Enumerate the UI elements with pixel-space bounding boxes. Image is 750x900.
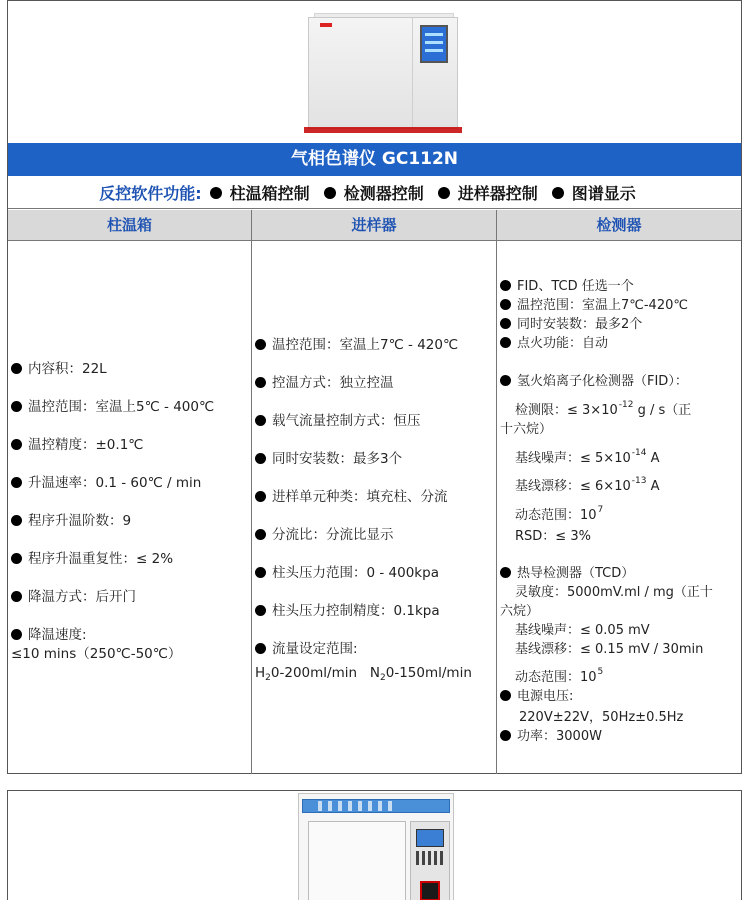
spec-item: 内容积：22L xyxy=(11,357,107,377)
tcd-title: 热导检测器（TCD） xyxy=(500,562,634,581)
spec-item: 进样单元种类：填充柱、分流 xyxy=(255,485,448,505)
bullet-icon xyxy=(324,187,336,199)
product-title: 气相色谱仪 GC112N xyxy=(8,143,741,176)
spec-item-continued: ≤10 mins（250℃-50℃） xyxy=(11,646,182,662)
column-header-injector: 进样器 xyxy=(252,210,497,241)
functions-label: 反控软件功能: xyxy=(99,184,202,203)
bullet-icon xyxy=(438,187,450,199)
spec-item: 同时安装数：最多3个 xyxy=(255,447,402,467)
column-header-oven: 柱温箱 xyxy=(8,210,252,241)
spec-item: 柱头压力范围：0 - 400kpa xyxy=(255,561,439,581)
spec-item: 流量设定范围: xyxy=(255,637,358,657)
spec-item: 温控范围：室温上7℃ - 420℃ xyxy=(255,333,458,353)
spec-item: 点火功能：自动 xyxy=(500,332,608,351)
tcd-noise: 基线噪声：≤ 0.05 mV xyxy=(515,623,650,638)
keypad xyxy=(416,851,444,865)
detector-spec-column xyxy=(497,241,741,774)
gc-instrument-photo xyxy=(300,7,466,135)
fid-noise: 基线噪声：≤ $5\times 10^{-14}$ A xyxy=(515,448,660,466)
spec-item: 温控范围：室温上5℃ - 400℃ xyxy=(11,395,214,415)
power-title: 电源电压: xyxy=(500,685,573,704)
spec-item: 升温速率：0.1 - 60℃ / min xyxy=(11,471,201,491)
spec-item: 温控精度：±0.1℃ xyxy=(11,433,143,453)
fid-rsd: RSD：≤ 3% xyxy=(515,529,591,544)
spec-item: 降温速度: xyxy=(11,623,87,643)
spec-item: 同时安装数：最多2个 xyxy=(500,313,642,332)
spec-item: 温控范围：室温上7℃-420℃ xyxy=(500,294,688,313)
product-photo-section xyxy=(7,790,742,900)
fid-detection-limit: 检测限：≤ $3\times 10^{-12}$ g / s（正 xyxy=(515,400,692,418)
tcd-sensitivity-continued: 六烷） xyxy=(500,604,540,619)
function-item: 进样器控制 xyxy=(438,181,538,204)
flow-range-values: $H_20-200ml/\min$ $N_20-150ml/\min$ xyxy=(255,665,472,683)
inlet-panel xyxy=(420,881,440,900)
function-item: 检测器控制 xyxy=(324,181,424,204)
wattage: 功率：3000W xyxy=(500,725,602,744)
spec-item: FID、TCD 任选一个 xyxy=(500,275,634,294)
fid-dynamic-range: 动态范围：$10^7$ xyxy=(515,505,604,523)
fid-detection-limit-continued: 十六烷） xyxy=(500,422,553,437)
spec-item: 降温方式：后开门 xyxy=(11,585,136,605)
bullet-icon xyxy=(552,187,564,199)
bullet-icon xyxy=(210,187,222,199)
column-header-detector: 检测器 xyxy=(497,210,741,241)
oven-spec-column xyxy=(8,241,252,774)
spec-item: 柱头压力控制精度：0.1kpa xyxy=(255,599,440,619)
control-display xyxy=(416,829,444,847)
oven-door xyxy=(308,821,406,900)
spec-sheet xyxy=(7,0,742,774)
touch-screen xyxy=(420,25,448,63)
gc-instrument-photo xyxy=(298,793,468,900)
fid-title: 氢火焰离子化检测器（FID）： xyxy=(500,370,688,389)
spec-item: 控温方式：独立控温 xyxy=(255,371,394,391)
brand-logo xyxy=(320,23,332,27)
function-item: 图谱显示 xyxy=(552,181,636,204)
power-value: 220V±22V，50Hz±0.5Hz xyxy=(519,710,684,725)
tcd-dynamic-range: 动态范围：$10^5$ xyxy=(515,667,604,685)
tcd-drift: 基线漂移：≤ 0.15 mV / 30min xyxy=(515,642,704,657)
spec-item: 分流比：分流比显示 xyxy=(255,523,394,543)
injector-spec-column xyxy=(252,241,497,774)
fid-drift: 基线漂移：≤ $6\times 10^{-13}$ A xyxy=(515,476,660,494)
spec-item: 载气流量控制方式：恒压 xyxy=(255,409,421,429)
spec-item: 程序升温重复性：≤ 2% xyxy=(11,547,173,567)
function-item: 柱温箱控制 xyxy=(210,181,310,204)
control-functions-row xyxy=(8,177,741,209)
tcd-sensitivity: 灵敏度：5000mV.ml / mg（正十 xyxy=(515,585,713,600)
spec-item: 程序升温阶数：9 xyxy=(11,509,131,529)
